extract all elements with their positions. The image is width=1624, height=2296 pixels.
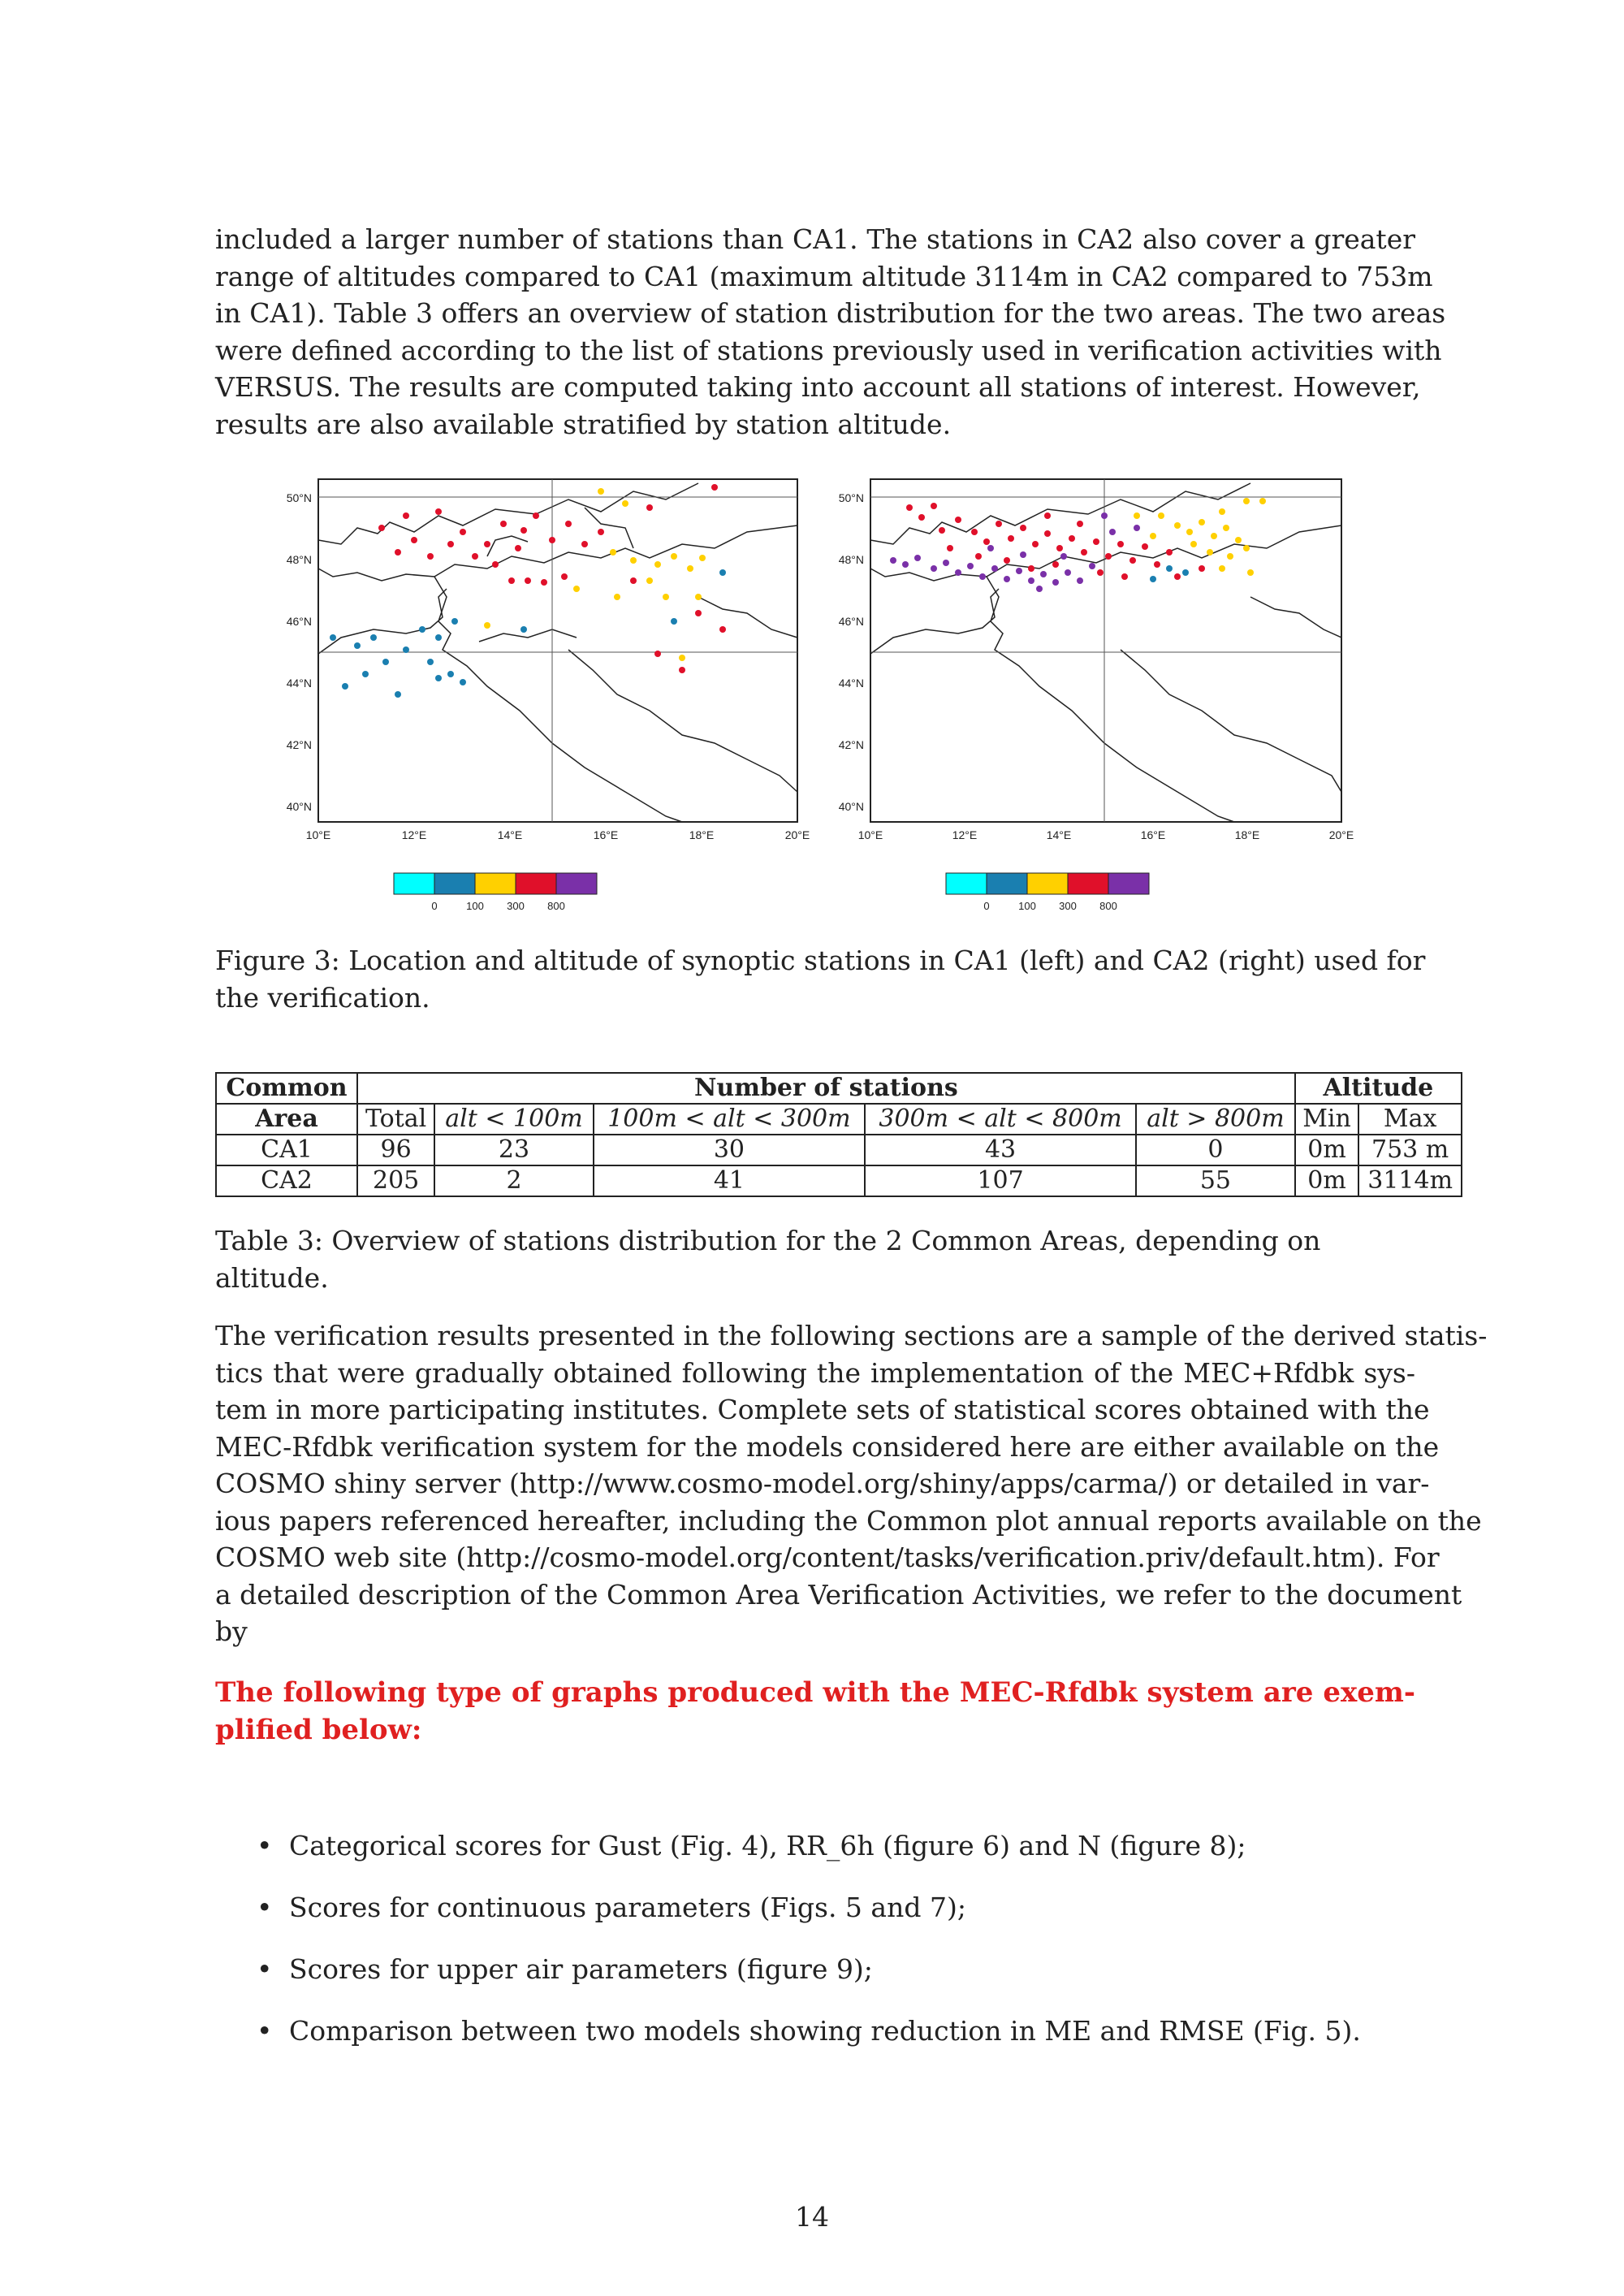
lon-label: 14°E — [497, 828, 523, 841]
right-map-lon-labels — [858, 828, 1354, 841]
table-cell: 55 — [1136, 1165, 1295, 1196]
text-line: the verification. — [215, 981, 430, 1014]
colorbar-label: 0 — [983, 900, 990, 912]
paragraph-stations-intro — [215, 221, 1446, 443]
lon-label: 20°E — [1328, 828, 1354, 841]
table-cell: 0m — [1295, 1135, 1359, 1165]
lat-label: 46°N — [838, 615, 864, 628]
lon-label: 12°E — [401, 828, 427, 841]
table-header: 300m < alt < 800m — [865, 1104, 1136, 1135]
table-cell: 30 — [594, 1135, 865, 1165]
lat-label: 48°N — [286, 553, 312, 566]
text-line: The verification results presented in the following sections are a sample of the derived statis- — [215, 1320, 1488, 1351]
highlighted-note — [215, 1675, 1415, 1749]
lat-label: 50°N — [838, 491, 864, 504]
list-item — [244, 1951, 1361, 2013]
table-cell: 0 — [1136, 1135, 1295, 1165]
colorbar-label: 100 — [1018, 900, 1036, 912]
text-line: COSMO web site (http://cosmo-model.org/content/tasks/verification.priv/default.htm). For — [215, 1541, 1440, 1573]
table-cell: 753 m — [1358, 1135, 1462, 1165]
colorbar-label: 0 — [431, 900, 438, 912]
lat-label: 42°N — [286, 738, 312, 751]
lon-label: 12°E — [952, 828, 978, 841]
table-header: Common — [216, 1073, 357, 1104]
bullet-icon: • — [257, 1892, 273, 1923]
paragraph-verification-results — [215, 1317, 1488, 1650]
list-item-text: Categorical scores for Gust (Fig. 4), RR_6h (figure 6) and N (figure 8); — [289, 1830, 1246, 1861]
lon-label: 10°E — [305, 828, 331, 841]
left-colorbar — [394, 873, 597, 912]
table-header-row — [216, 1073, 1462, 1104]
colorbar-label: 300 — [1059, 900, 1077, 912]
list-item — [244, 2013, 1361, 2074]
text-line: ious papers referenced hereafter, including the Common plot annual reports available on the — [215, 1504, 1482, 1537]
lat-label: 40°N — [286, 800, 312, 813]
page-number: 14 — [795, 2201, 829, 2233]
table-header: Altitude — [1295, 1073, 1462, 1104]
lat-label: 42°N — [838, 738, 864, 751]
table-caption: Table 3: Overview of stations distribution for the 2 Common Areas, depending on altitude. — [215, 1225, 1321, 1294]
right-map — [839, 479, 1354, 841]
list-item — [244, 1827, 1361, 1889]
table-header: Min — [1295, 1104, 1359, 1135]
table-cell: 96 — [357, 1135, 434, 1165]
text-line: results are also available stratified by station altitude. — [215, 408, 952, 440]
table-cell: 205 — [357, 1165, 434, 1196]
table-cell: 107 — [865, 1165, 1136, 1196]
bullet-icon: • — [257, 1953, 273, 1985]
text-line: were defined according to the list of stations previously used in verification activities with — [215, 334, 1442, 366]
text-line: in CA1). Table 3 offers an overview of station distribution for the two areas. The two areas — [215, 297, 1446, 329]
left-map-lat-labels — [287, 491, 312, 813]
table-row — [216, 1165, 1462, 1196]
lat-label: 44°N — [286, 677, 312, 690]
table-header: Max — [1358, 1104, 1462, 1135]
text-line: range of altitudes compared to CA1 (maximum altitude 3114m in CA2 compared to 753m — [215, 260, 1433, 292]
table-cell: 41 — [594, 1165, 865, 1196]
right-map-lat-labels — [839, 491, 864, 813]
stations-table — [215, 1072, 1462, 1197]
table-header: Number of stations — [357, 1073, 1295, 1104]
text-line: The following type of graphs produced with the MEC-Rfdbk system are exem- — [215, 1676, 1415, 1709]
text-line: tics that were gradually obtained following the implementation of the MEC+Rfdbk sys- — [215, 1356, 1415, 1389]
lat-label: 44°N — [838, 677, 864, 690]
lon-label: 18°E — [1234, 828, 1260, 841]
graph-types-list — [244, 1827, 1361, 2074]
table-subheader-row — [216, 1104, 1462, 1135]
lon-label: 10°E — [857, 828, 883, 841]
left-map — [287, 479, 810, 841]
table-header: 100m < alt < 300m — [594, 1104, 865, 1135]
table-cell: 3114m — [1358, 1165, 1462, 1196]
text-line: a detailed description of the Common Area Verification Activities, we refer to the document — [215, 1578, 1462, 1611]
colorbar-label: 100 — [466, 900, 484, 912]
list-item-text: Scores for continuous parameters (Figs. 5 and 7); — [289, 1892, 966, 1923]
list-item — [244, 1889, 1361, 1951]
colorbar-label: 800 — [1099, 900, 1117, 912]
text-line: plified below: — [215, 1713, 422, 1746]
table-cell: 2 — [434, 1165, 594, 1196]
table-header: alt > 800m — [1136, 1104, 1295, 1135]
table-cell: 43 — [865, 1135, 1136, 1165]
left-map-lon-labels — [306, 828, 810, 841]
lat-label: 48°N — [838, 553, 864, 566]
text-line: VERSUS. The results are computed taking into account all stations of interest. However, — [215, 371, 1421, 403]
table-cell: 23 — [434, 1135, 594, 1165]
lon-label: 16°E — [1140, 828, 1166, 841]
right-colorbar — [946, 873, 1149, 912]
colorbar-label: 300 — [507, 900, 525, 912]
text-line: tem in more participating institutes. Complete sets of statistical scores obtained with the — [215, 1394, 1430, 1425]
bullet-icon: • — [257, 1830, 273, 1861]
lat-label: 50°N — [286, 491, 312, 504]
lon-label: 20°E — [784, 828, 810, 841]
list-item-text: Scores for upper air parameters (figure 9); — [289, 1953, 873, 1985]
text-line: MEC-Rfdbk verification system for the models considered here are either available on the — [215, 1430, 1440, 1463]
colorbar-label: 800 — [547, 900, 565, 912]
lat-label: 46°N — [286, 615, 312, 628]
lon-label: 16°E — [593, 828, 619, 841]
text-line: by — [215, 1615, 248, 1647]
text-line: Figure 3: Location and altitude of synoptic stations in CA1 (left) and CA2 (right) used for — [215, 945, 1426, 976]
text-line: included a larger number of stations than CA1. The stations in CA2 also cover a greater — [215, 223, 1415, 255]
figure-caption — [215, 942, 1426, 1016]
lon-label: 14°E — [1046, 828, 1072, 841]
table-cell: CA1 — [216, 1135, 357, 1165]
lon-label: 18°E — [689, 828, 715, 841]
lat-label: 40°N — [838, 800, 864, 813]
list-item-text: Comparison between two models showing reduction in ME and RMSE (Fig. 5). — [289, 2015, 1361, 2047]
table-row — [216, 1135, 1462, 1165]
table-header: Area — [216, 1104, 357, 1135]
table-cell: 0m — [1295, 1165, 1359, 1196]
station-maps-figure — [244, 467, 1380, 922]
table-header: Total — [357, 1104, 434, 1135]
table-header: alt < 100m — [434, 1104, 594, 1135]
table-cell: CA2 — [216, 1165, 357, 1196]
bullet-icon: • — [257, 2015, 273, 2047]
text-line: COSMO shiny server (http://www.cosmo-model.org/shiny/apps/carma/) or detailed in var- — [215, 1468, 1430, 1499]
